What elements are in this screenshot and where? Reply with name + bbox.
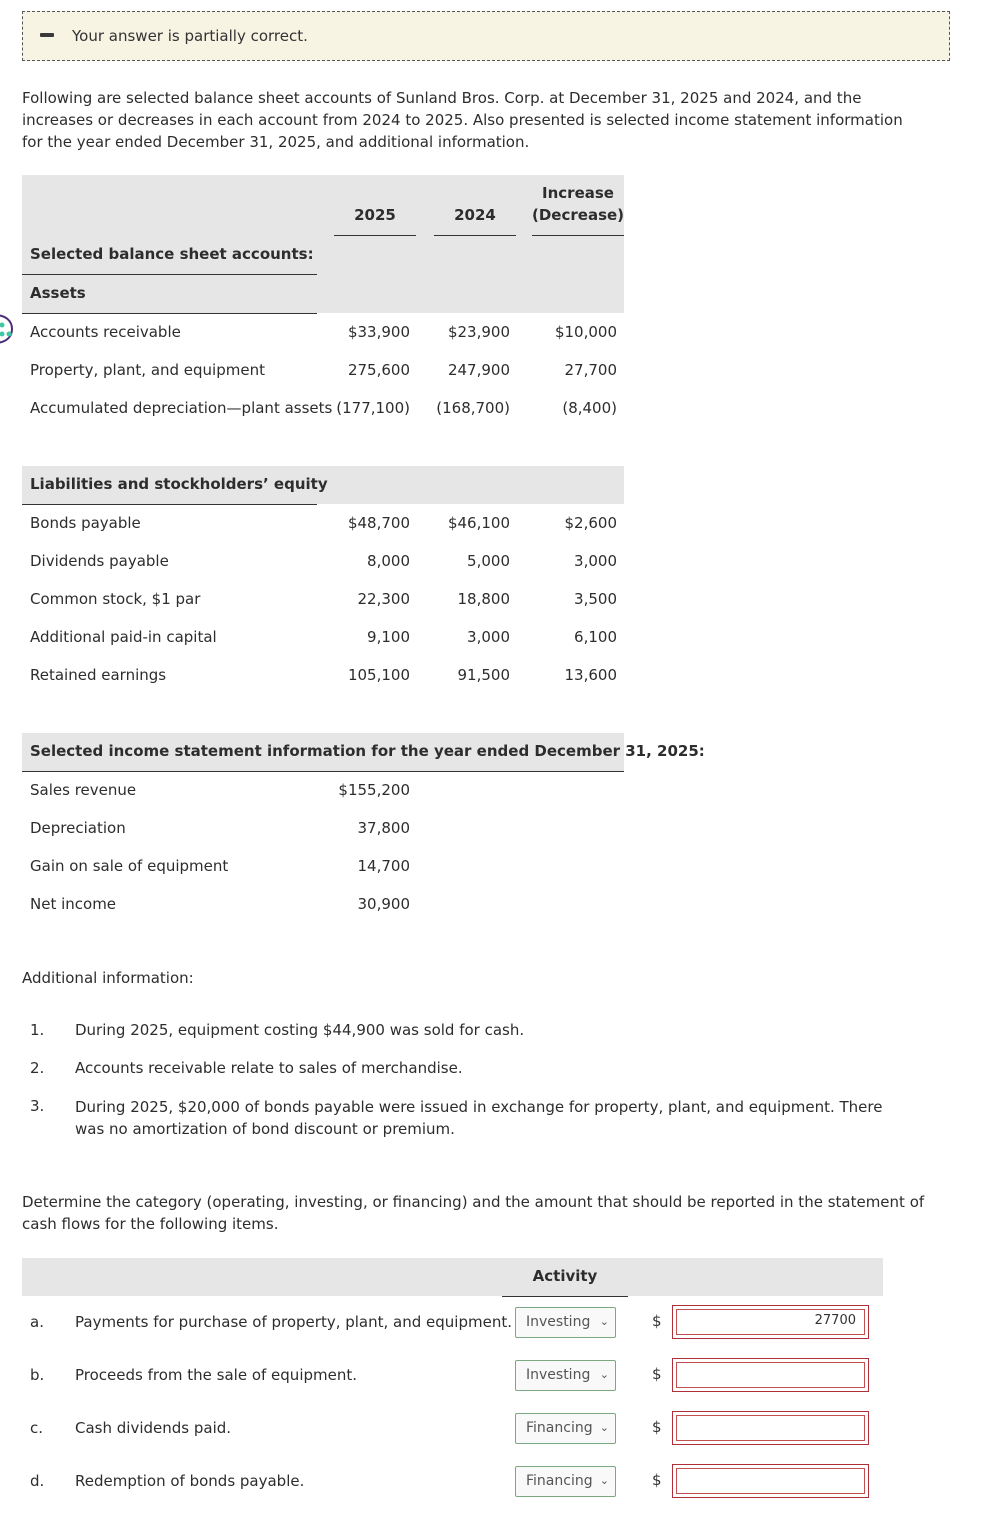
value-2025: 8,000 <box>367 552 410 570</box>
value-2024: 3,000 <box>467 628 510 646</box>
value-change: $10,000 <box>554 323 617 341</box>
activity-select[interactable] <box>515 1413 616 1444</box>
value-2025: $33,900 <box>347 323 410 341</box>
col-2024-header: 2024 <box>454 206 496 224</box>
item-number: 1. <box>30 1021 45 1039</box>
amount-input[interactable] <box>672 1411 869 1445</box>
row-label: Dividends payable <box>30 552 169 570</box>
item-letter: b. <box>30 1366 45 1384</box>
row-label: Property, plant, and equipment <box>30 361 265 379</box>
item-letter: d. <box>30 1472 45 1490</box>
value-2025: 105,100 <box>347 666 410 684</box>
activity-select-value: Financing <box>526 1473 593 1489</box>
item-text: During 2025, $20,000 of bonds payable were issued in exchange for property, plant, and equipment. There was no amortization of bond discount or premium. <box>75 1098 883 1138</box>
value-change: 6,100 <box>574 628 617 646</box>
value-2024: $46,100 <box>447 514 510 532</box>
activity-header: Activity <box>532 1267 598 1285</box>
activity-select[interactable] <box>515 1360 616 1391</box>
item-description: Proceeds from the sale of equipment. <box>75 1366 358 1384</box>
chevron-down-icon: ⌄ <box>599 1474 609 1487</box>
value-change: $2,600 <box>564 514 617 532</box>
item-text: Accounts receivable relate to sales of merchandise. <box>75 1059 463 1077</box>
row-label: Accumulated depreciation—plant assets <box>30 399 333 417</box>
currency-symbol: $ <box>652 1365 662 1383</box>
activity-select[interactable] <box>515 1307 616 1338</box>
activity-select-value: Investing <box>526 1314 591 1330</box>
intro-paragraph: Following are selected balance sheet accounts of Sunland Bros. Corp. at December 31, 2025 and 2024, and the increases or decreases in each account from 2024 to 2025. Also presented is selected income statement information for the year ended December 31, 2025, and additional information. <box>22 89 903 151</box>
row-value: 30,900 <box>357 895 410 913</box>
row-label: Common stock, $1 par <box>30 590 201 608</box>
row-value: 37,800 <box>357 819 410 837</box>
row-label: Net income <box>30 895 117 913</box>
question-text: Determine the category (operating, investing, or financing) and the amount that should be reported in the statement of cash flows for the following items. <box>22 1193 925 1233</box>
assets-title: Assets <box>30 284 86 302</box>
row-value: $155,200 <box>338 781 410 799</box>
value-2024: $23,900 <box>447 323 510 341</box>
row-label: Accounts receivable <box>30 323 181 341</box>
value-2024: 18,800 <box>457 590 510 608</box>
col-2025-header: 2025 <box>354 206 396 224</box>
value-2025: 22,300 <box>357 590 410 608</box>
col-change-header-1: Increase <box>542 184 614 202</box>
item-number: 3. <box>30 1097 45 1115</box>
value-2025: $48,700 <box>347 514 410 532</box>
item-letter: c. <box>30 1419 44 1437</box>
value-change: 27,700 <box>564 361 617 379</box>
activity-select-value: Investing <box>526 1367 591 1383</box>
value-2024: 247,900 <box>447 361 510 379</box>
value-2025: (177,100) <box>336 399 410 417</box>
row-value: 14,700 <box>357 857 410 875</box>
activity-select[interactable] <box>515 1466 616 1497</box>
currency-symbol: $ <box>652 1312 662 1330</box>
item-letter: a. <box>30 1313 44 1331</box>
value-change: (8,400) <box>562 399 617 417</box>
value-2025: 275,600 <box>347 361 410 379</box>
col-change-header-2: (Decrease) <box>532 206 625 224</box>
value-2024: (168,700) <box>436 399 510 417</box>
row-label: Gain on sale of equipment <box>30 857 229 875</box>
balance-section-title: Selected balance sheet accounts: <box>30 245 314 263</box>
row-label: Additional paid-in capital <box>30 628 217 646</box>
amount-value: 27700 <box>814 1313 856 1328</box>
row-label: Sales revenue <box>30 781 137 799</box>
partial-dash-icon <box>40 33 54 37</box>
value-change: 3,500 <box>574 590 617 608</box>
item-number: 2. <box>30 1059 45 1077</box>
item-description: Redemption of bonds payable. <box>75 1472 305 1490</box>
currency-symbol: $ <box>652 1418 662 1436</box>
item-description: Cash dividends paid. <box>75 1419 232 1437</box>
value-2024: 91,500 <box>457 666 510 684</box>
row-label: Retained earnings <box>30 666 167 684</box>
liabilities-title: Liabilities and stockholders’ equity <box>30 475 328 493</box>
chevron-down-icon: ⌄ <box>599 1368 609 1381</box>
value-2024: 5,000 <box>467 552 510 570</box>
amount-input[interactable] <box>672 1358 869 1392</box>
value-change: 3,000 <box>574 552 617 570</box>
chevron-down-icon: ⌄ <box>599 1315 609 1328</box>
income-title: Selected income statement information for the year ended December 31, 2025: <box>30 742 705 760</box>
feedback-banner <box>22 11 950 61</box>
currency-symbol: $ <box>652 1471 662 1489</box>
additional-title: Additional information: <box>22 969 194 987</box>
row-label: Depreciation <box>30 819 126 837</box>
feedback-message: Your answer is partially correct. <box>72 27 308 45</box>
helper-bubble-icon[interactable] <box>0 313 16 349</box>
item-text: During 2025, equipment costing $44,900 was sold for cash. <box>75 1021 525 1039</box>
activity-select-value: Financing <box>526 1420 593 1436</box>
value-2025: 9,100 <box>367 628 410 646</box>
item-description: Payments for purchase of property, plant, and equipment. <box>75 1313 512 1331</box>
amount-input[interactable] <box>672 1305 869 1339</box>
chevron-down-icon: ⌄ <box>599 1421 609 1434</box>
value-change: 13,600 <box>564 666 617 684</box>
row-label: Bonds payable <box>30 514 141 532</box>
amount-input[interactable] <box>672 1464 869 1498</box>
